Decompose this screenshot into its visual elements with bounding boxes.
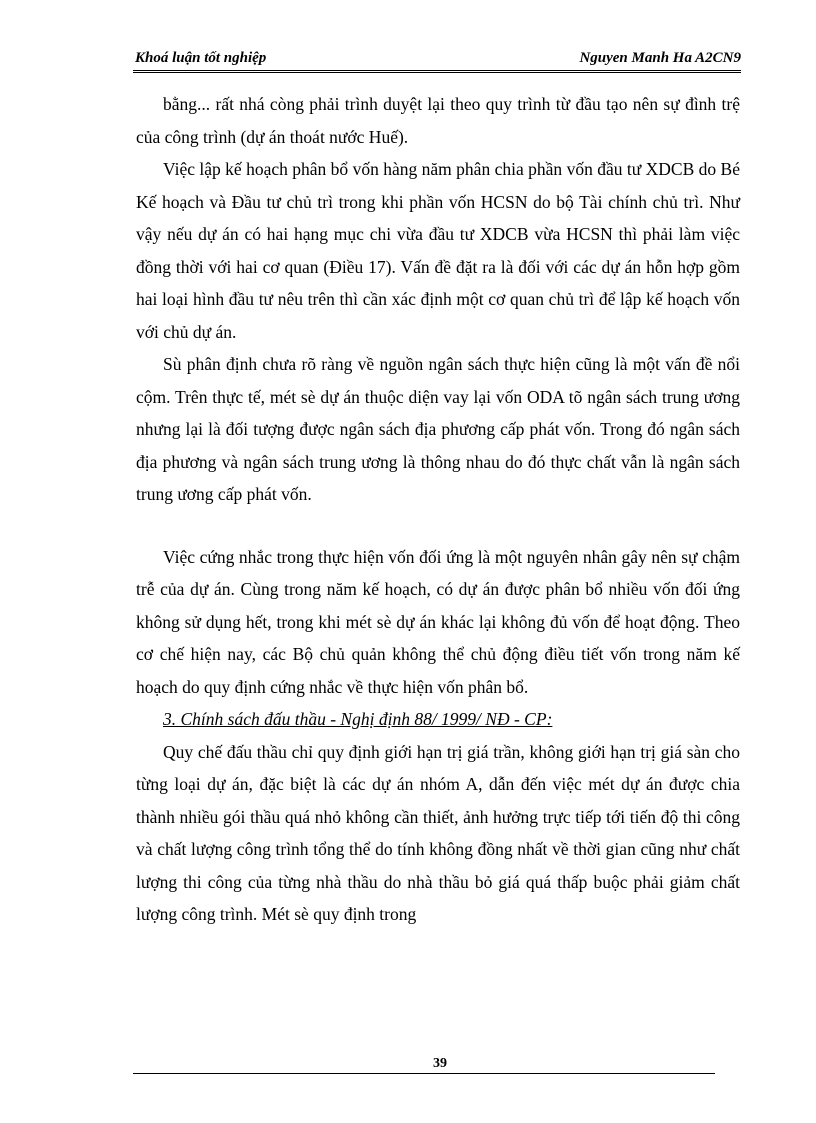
paragraph-1: bằng... rất nhá còng phải trình duyệt lại theo quy trình từ đầu tạo nên sự đình trệ của công trình (dự án thoát nước Huế). (136, 94, 740, 147)
header-divider (133, 70, 741, 75)
header-title: Khoá luận tốt nghiệp (135, 50, 267, 66)
section-heading-colon: : (546, 709, 553, 729)
page-header (133, 50, 741, 72)
page-number: 39 (433, 1056, 447, 1071)
section-heading (136, 703, 740, 736)
document-body (136, 88, 740, 931)
footer-divider (133, 1073, 715, 1074)
paragraph-4: Việc cứng nhắc trong thực hiện vốn đối ứng là một nguyên nhân gây nên sự chậm trễ của dự án. Cùng trong năm kế hoạch, có dự án được phân bổ nhiều vốn đối ứng không sử dụng hết, trong khi mét sè dự án khác lại không đủ vốn để hoạt động. Theo cơ chế hiện nay, các Bộ chủ quản không thể chủ động điều tiết vốn trong năm kế hoạch do quy định cứng nhắc về thực hiện vốn phân bổ. (136, 546, 740, 697)
section-heading-text: 3. Chính sách đấu thầu - Nghị định 88/ 1999/ NĐ - CP (163, 709, 547, 729)
paragraph-3: Sù phân định chưa rõ ràng về nguồn ngân sách thực hiện cũng là một vấn đề nổi cộm. Trên thực tế, mét sè dự án thuộc diện vay lại vốn ODA tõ ngân sách trung ương nhưng lại là đối tượng được ngân sách địa phương cấp phát vốn. Trong đó ngân sách địa phương và ngân sách trung ương là thông nhau do đó thực chất vẫn là ngân sách trung ương cấp phát vốn. (136, 354, 740, 504)
header-author: Nguyen Manh Ha A2CN9 (579, 50, 741, 66)
paragraph-2: Việc lập kế hoạch phân bổ vốn hàng năm phân chia phần vốn đầu tư XDCB do Bé Kế hoạch và Đầu tư chủ trì trong khi phần vốn HCSN do bộ Tài chính chủ trì. Như vậy nếu dự án có hai hạng mục chi vừa đầu tư XDCB vừa HCSN thì phải làm việc đồng thời với hai cơ quan (Điều 17). Vấn đề đặt ra là đối với các dự án hỗn hợp gồm hai loại hình đầu tư nêu trên thì cần xác định một cơ quan chủ trì để lập kế hoạch vốn với chủ dự án. (136, 159, 740, 342)
paragraph-5: Quy chế đấu thầu chỉ quy định giới hạn trị giá trần, không giới hạn trị giá sàn cho từng loại dự án, đặc biệt là các dự án nhóm A, dẫn đến việc mét dự án được chia thành nhiều gói thầu quá nhỏ không cần thiết, ảnh hưởng trực tiếp tới tiến độ thi công và chất lượng công trình tổng thể do tính không đồng nhất về thời gian cũng như chất lượng thi công của từng nhà thầu do nhà thầu bỏ giá quá thấp buộc phải giảm chất lượng công trình. Mét sè quy định trong (136, 741, 740, 924)
